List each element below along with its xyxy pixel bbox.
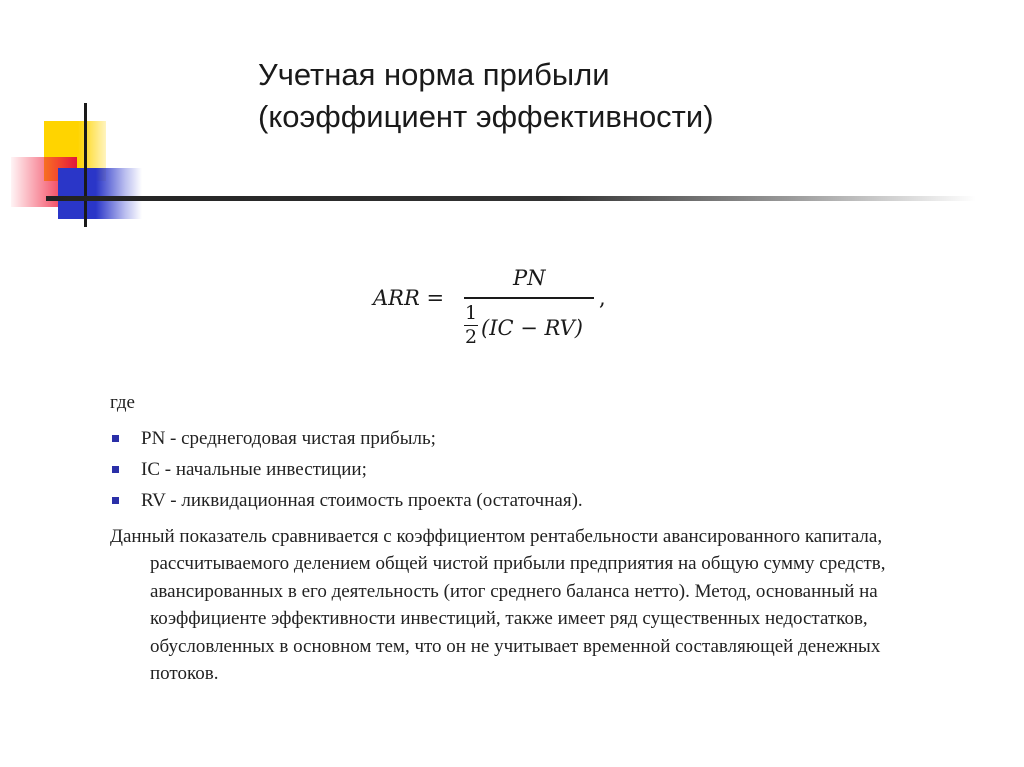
arr-formula [371, 264, 631, 360]
square-bullet-icon [112, 435, 119, 442]
bullet-item [110, 457, 367, 483]
where-label: где [110, 392, 135, 413]
title-line-2: (коэффициент эффективности) [258, 99, 714, 134]
slide-title [258, 54, 958, 138]
vertical-divider-line [84, 103, 87, 227]
formula-denominator: (IC − RV) [481, 316, 583, 340]
bullet-item [110, 488, 583, 514]
bullet-text: IC - начальные инвестиции; [141, 459, 367, 480]
half-numerator: 1 [464, 302, 478, 324]
description-paragraph: Данный показатель сравнивается с коэффициентом рентабельности авансированного капитала, рассчитываемого делением общей чистой прибыли предприятия на общую сумму средств, авансированных в его деятельность (итог среднего баланса нетто). Метод, основанный на коэффициенте эффективности инвестиций, также имеет ряд существенных недостатков, обусловленных в основном тем, что он не учитывает временной составляющей денежных потоков. [110, 526, 886, 685]
horizontal-divider-line [46, 196, 976, 201]
bullet-text: PN - среднегодовая чистая прибыль; [141, 428, 436, 449]
square-bullet-icon [112, 497, 119, 504]
blue-square-decoration [58, 168, 142, 219]
formula-numerator: PN [513, 266, 546, 290]
title-line-1: Учетная норма прибыли [258, 57, 610, 92]
square-bullet-icon [112, 466, 119, 473]
half-denominator: 2 [464, 326, 478, 348]
formula-fraction-bar [464, 297, 594, 299]
bullet-text: RV - ликвидационная стоимость проекта (остаточная). [141, 490, 583, 511]
formula-lhs: ARR = [373, 286, 445, 310]
formula-trailing-comma: , [599, 286, 606, 310]
bullet-item [110, 426, 436, 452]
